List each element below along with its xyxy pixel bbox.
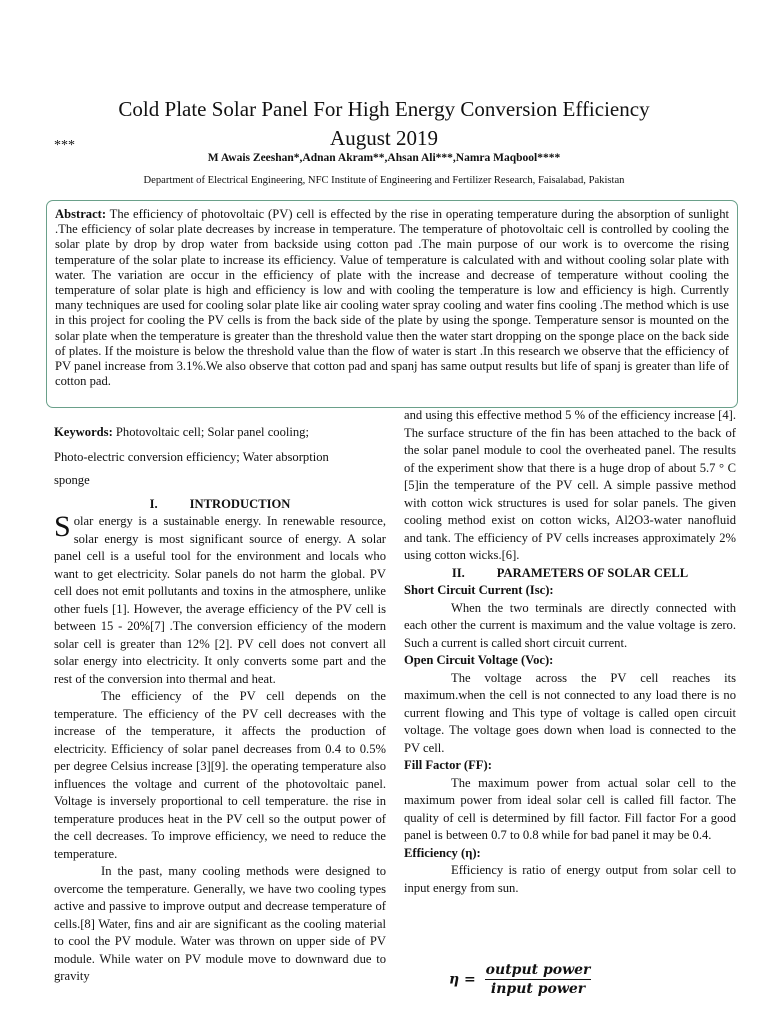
formula-denominator: input power [490,981,586,997]
intro-paragraph-3: In the past, many cooling methods were designed to overcome the temperature. Generally, we have two cooling types active and passive to improve output and decrease temperature of cells.[8] Water, fins and air are significant as the cooling material to cool the PV module. Water was thrown on upper side of PV module. While water on PV module move to downward due to gravity [54,864,386,983]
drop-cap: S [54,510,71,543]
keywords-line-1 [54,424,386,442]
formula-lhs: η = [449,971,476,988]
subheading-voc: Open Circuit Voltage (Voc): [404,653,554,667]
subheading-isc: Short Circuit Current (Isc): [404,583,554,597]
intro-paragraph-1-text: olar energy is a sustainable energy. In renewable resource, solar energy is most significant source of energy. A solar panel cell is a useful tool for the environment and locals who want to get electricity. Solar panels do not harm the global. PV cell does not emit pollutants and toxins in the atmosphere, unlike other fuels [1]. However, the average efficiency of the PV cell is between 15 - 20%[7] .The conversion efficiency of the modern solar cell is greater than 12% [2]. PV cell does not convert all solar energy into electricity. It only converts some part and the rest of the conversion into thermal and heat. [54,514,386,686]
formula-numerator: output power [485,962,591,978]
paper-title [0,95,768,153]
author-list: M Awais Zeeshan*,Adnan Akram**,Ahsan Ali***,Namra Maqbool**** [207,152,561,164]
right-column [404,407,736,897]
abstract-label: Abstract: [55,207,107,221]
intro-paragraph-3-continued: and using this effective method 5 % of the efficiency increase [4]. The surface structure of the fin has been attached to the back of the solar panel module to cool the overheated panel. The results of the experiment show that there is a huge drop of about 5.7 ° C [5]in the temperature of the PV cell. A simple passive method with cotton wick structures is used for solar panels. The given cooling method exist on cotton wicks, Al2O3-water nanofluid and tank. The efficiency of PV cells increases approximately 2% using cotton wicks.[6]. [404,408,736,562]
intro-paragraph-1 [54,510,386,688]
section-title: INTRODUCTION [189,496,291,511]
intro-paragraph-2: The efficiency of the PV cell depends on the temperature. The efficiency of the PV cell decreases with the increase of the temperature, it affects the production of electricity. Efficiency of solar panel decreases from 0.4 to 0.5% per degree Celsius increase [3][9]. the operating temperature also influences the voltage and current of the photovoltaic panel. Voltage is inversely proportional to cell temperature. the rise in temperature produces heat in the PV cell so the output power of the cell decreases. To improve efficiency, we need to reduce the temperature. [54,689,386,861]
abstract-box [46,200,738,408]
paragraph-efficiency: Efficiency is ratio of energy output from solar cell to input energy from sun. [404,863,736,895]
efficiency-formula [449,962,591,997]
paper-title-line1: Cold Plate Solar Panel For High Energy Conversion Efficiency [118,97,650,121]
section-number: I. [149,496,158,511]
subheading-efficiency: Efficiency (η): [404,845,481,860]
stars-mark: *** [54,138,75,153]
subheading-fill-factor: Fill Factor (FF): [404,758,492,772]
paragraph-voc: The voltage across the PV cell reaches its maximum.when the cell is not connected to any load there is no current flowing and This type of voltage is called open circuit voltage. The voltage goes down when load is connected to the PV cell. [404,670,736,755]
section-heading-introduction [54,496,386,514]
formula-fraction [485,962,592,997]
keywords-line-2: Photo-electric conversion efficiency; Water absorption [54,449,329,464]
paragraph-isc: When the two terminals are directly connected with each other the current is maximum and the value voltage is zero. Such a current is called short circuit current. [404,600,736,650]
abstract-text: The efficiency of photovoltaic (PV) cell is effected by the rise in operating temperature during the absorption of sunlight .The efficiency of solar plate decreases by increase in temperature. The temperature of photovoltaic cell is controlled by cooling the solar plate by drop by drop water from backside using cotton pad .The main purpose of our work is to overcome the rising temperature of the solar plate to increase its efficiency. Value of temperature is calculated with and without cooling solar plate with water. The variation are occur in the efficiency of plate with the increase and decrease of temperature without cooling the temperature of solar plate is high and efficiency is low and with cooling the temperature is low and efficiency is high. Currently many techniques are used for cooling solar plate like air cooling water spray cooling and water fins cooling .The method which is use in this project for cooling the PV cells is from the back side of the plate by using the sponge. Temperature sensor is mounted on the solar plate when the temperature is greater than the threshold value then the water start dropping on the sponge place on the back side of plates. If the moisture is below the threshold value than the flow of water is start .In this research we observe that the efficiency of PV panel increase from 3.1%.We also observe that cotton pad and spanj has same output results but life of spanj is greater than life of cotton pad. [55,207,729,389]
affiliation: Department of Electrical Engineering, NFC Institute of Engineering and Fertilizer Research, Faisalabad, Pakistan [143,175,625,186]
keywords-label: Keywords: [54,425,113,439]
keywords-line-3: sponge [54,473,90,487]
keywords-text-1: Photovoltaic cell; Solar panel cooling; [112,425,309,439]
section-number: II. [451,565,465,580]
left-column [54,424,386,986]
section-title: PARAMETERS OF SOLAR CELL [496,565,689,580]
paragraph-fill-factor: The maximum power from actual solar cell to the maximum power from ideal solar cell is called fill factor. The quality of cell is determined by fill factor. Fill factor For a good panel is between 0.7 to 0.8 while for bad panel it may be 0.4. [404,775,736,842]
paper-title-line2: August 2019 [330,126,438,150]
section-heading-parameters [404,565,736,583]
